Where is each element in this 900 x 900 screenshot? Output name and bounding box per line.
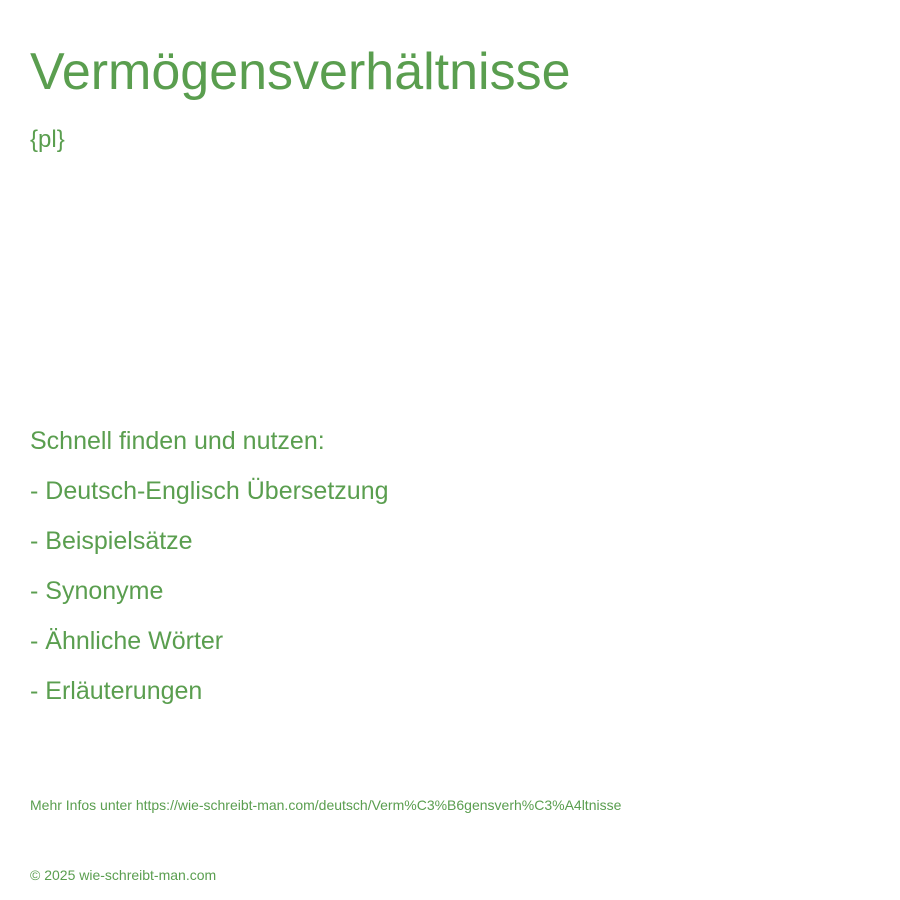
features-heading: Schnell finden und nutzen: [30, 427, 325, 455]
more-info-link-text: Mehr Infos unter https://wie-schreibt-man.com/deutsch/Verm%C3%B6gensverh%C3%A4ltnisse [30, 797, 622, 813]
feature-item-synonyms: - Synonyme [30, 577, 164, 605]
features-list [30, 424, 870, 724]
feature-item-translation: - Deutsch-Englisch Übersetzung [30, 477, 389, 505]
feature-item-example-sentences: - Beispielsätze [30, 527, 193, 555]
feature-item-explanations: - Erläuterungen [30, 677, 203, 705]
page-title: Vermögensverhältnisse [30, 43, 571, 101]
feature-item-similar-words: - Ähnliche Wörter [30, 627, 224, 655]
word-plural-tag: {pl} [30, 126, 65, 153]
copyright-notice: © 2025 wie-schreibt-man.com [30, 867, 217, 883]
